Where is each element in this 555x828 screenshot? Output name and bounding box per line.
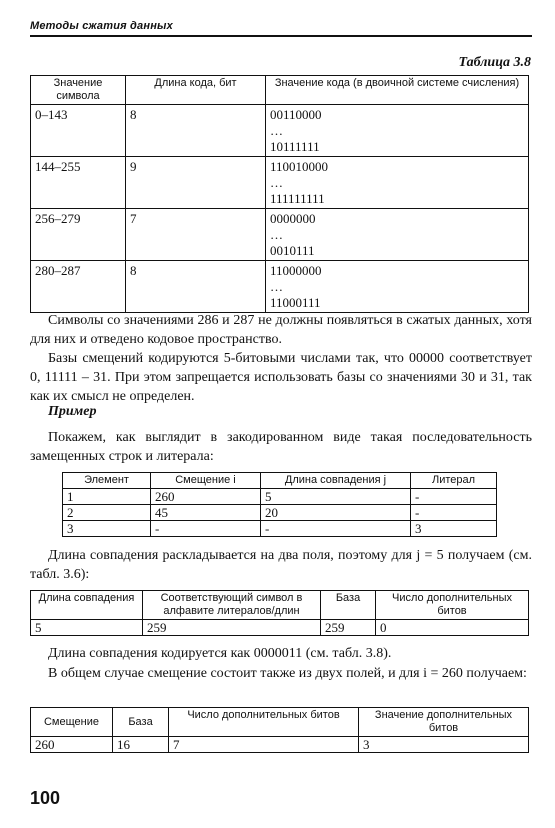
code-value: 11000000 [270, 263, 322, 278]
code-value: 111111111 [270, 191, 325, 206]
table-cell: 259 [321, 620, 376, 636]
offset-table [30, 707, 529, 753]
table-cell: - [411, 489, 497, 505]
table-header-cell: Значение кода (в двоичной системе счисления) [266, 76, 529, 105]
code-ellipsis: … [270, 227, 283, 242]
code-ellipsis: … [270, 175, 283, 190]
running-header: Методы сжатия данных [30, 20, 532, 37]
table-cell-range: 280–287 [31, 261, 126, 313]
table-cell: 5 [261, 489, 411, 505]
table-cell: 259 [143, 620, 321, 636]
table-cell: 0 [376, 620, 529, 636]
table-cell: 2 [63, 505, 151, 521]
table-cell-length: 7 [126, 209, 266, 261]
table-header-cell: Элемент [63, 473, 151, 489]
table-cell: 3 [359, 737, 529, 753]
table-cell: - [411, 505, 497, 521]
table-header-cell: Число дополнительных битов [376, 591, 529, 620]
paragraph: Символы со значениями 286 и 287 не должны появляться в сжатых данных, хотя для них и отведено кодовое пространство. [30, 313, 532, 347]
table-header-row [63, 473, 497, 489]
table-cell: - [261, 521, 411, 537]
table-cell: 260 [151, 489, 261, 505]
table-cell: 5 [31, 620, 143, 636]
table-header-cell: База [321, 591, 376, 620]
table-cell: 20 [261, 505, 411, 521]
table-row [31, 261, 529, 313]
table-header-cell: Длина совпадения j [261, 473, 411, 489]
paragraph: Покажем, как выглядит в закодированном виде такая последовательность замещенных строк и литерала: [30, 430, 532, 464]
table-row [63, 489, 497, 505]
table-header-cell: Смещение [31, 708, 113, 737]
table-header-cell: Число дополнительных битов [169, 708, 359, 737]
paragraph: В общем случае смещение состоит также из двух полей, и для i = 260 получаем: [48, 666, 527, 681]
table-cell: - [151, 521, 261, 537]
paragraph: Базы смещений кодируются 5-битовыми числами так, что 00000 соответствует 0, 11111 – 31. При этом запрещается использовать базы со значениями 30 и 31, так как их смысл не определен. [30, 351, 532, 404]
table-cell-length: 8 [126, 261, 266, 313]
table-cell-length: 8 [126, 105, 266, 157]
table-cell-range: 256–279 [31, 209, 126, 261]
table-header-row [31, 708, 529, 737]
table-header-cell: Соответствующий символ в алфавите литералов/длин [143, 591, 321, 620]
table-header-cell: Длина совпадения [31, 591, 143, 620]
code-value: 0000000 [270, 211, 316, 226]
code-ellipsis: … [270, 279, 283, 294]
table-cell: 16 [113, 737, 169, 753]
table-cell: 3 [411, 521, 497, 537]
table-cell-code [266, 209, 529, 261]
example-heading: Пример [48, 404, 97, 419]
table-caption: Таблица 3.8 [458, 55, 531, 70]
code-value: 0010111 [270, 243, 315, 258]
code-value: 00110000 [270, 107, 322, 122]
table-header-cell: Смещение i [151, 473, 261, 489]
table-header-cell: База [113, 708, 169, 737]
table-header-row [31, 76, 529, 105]
table-cell-code [266, 261, 529, 313]
table-cell: 260 [31, 737, 113, 753]
page-number: 100 [30, 788, 61, 808]
table-row [31, 105, 529, 157]
table-row [31, 737, 529, 753]
table-header-cell: Литерал [411, 473, 497, 489]
sequence-table [62, 472, 497, 537]
code-value: 10111111 [270, 139, 320, 154]
table-cell-code [266, 157, 529, 209]
table-row [31, 157, 529, 209]
table-header-row [31, 591, 529, 620]
table-row [63, 521, 497, 537]
table-cell-length: 9 [126, 157, 266, 209]
table-header-cell: Значение дополнительных битов [359, 708, 529, 737]
code-ellipsis: … [270, 123, 283, 138]
match-length-table [30, 590, 529, 636]
table-row [31, 209, 529, 261]
code-value: 11000111 [270, 295, 321, 310]
table-cell-range: 0–143 [31, 105, 126, 157]
table-row [31, 620, 529, 636]
table-cell-range: 144–255 [31, 157, 126, 209]
table-header-cell: Значение символа [31, 76, 126, 105]
paragraph: Длина совпадения раскладывается на два поля, поэтому для j = 5 получаем (см. табл. 3.6): [30, 548, 532, 582]
table-row [63, 505, 497, 521]
table-cell: 7 [169, 737, 359, 753]
table-cell-code [266, 105, 529, 157]
table-cell: 3 [63, 521, 151, 537]
table-header-cell: Длина кода, бит [126, 76, 266, 105]
table-cell: 1 [63, 489, 151, 505]
code-value: 110010000 [270, 159, 329, 174]
paragraph: Длина совпадения кодируется как 0000011 (см. табл. 3.8). [48, 646, 392, 661]
code-table [30, 75, 529, 313]
table-cell: 45 [151, 505, 261, 521]
